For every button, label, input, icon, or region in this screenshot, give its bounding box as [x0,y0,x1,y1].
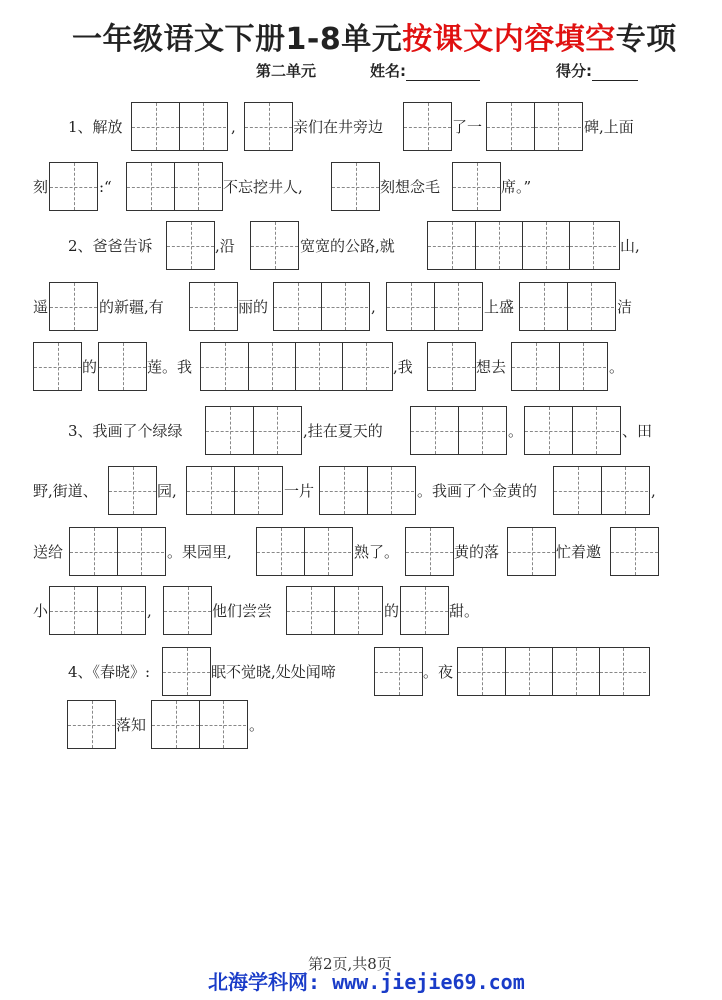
question-line [0,647,722,697]
tianzige-cell[interactable] [295,343,342,390]
tianzige-cell[interactable] [132,103,179,150]
title-part-3: 专项 [615,22,677,57]
tianzige-cell[interactable] [320,467,367,514]
tianzige-cell[interactable] [534,103,581,150]
tianzige-cell[interactable] [599,648,646,695]
question-text: 莲。我 [147,358,193,376]
question-text: 他们尝尝 [212,602,273,620]
tianzige-cell[interactable] [251,222,298,269]
tianzige-cell[interactable] [458,648,505,695]
question-line [0,102,722,152]
site-watermark: 北海学科网: www.jiejie69.com [208,970,525,994]
tianzige-answer-box[interactable] [163,586,212,635]
tianzige-cell[interactable] [601,467,648,514]
question-text: :“ [99,178,112,196]
question-text: 。果园里, [167,543,232,561]
tianzige-cell[interactable] [304,528,351,575]
tianzige-cell[interactable] [404,103,451,150]
question-text: 一片 [284,482,315,500]
tianzige-cell[interactable] [611,528,658,575]
tianzige-answer-box[interactable] [319,466,416,515]
tianzige-answer-box[interactable] [256,527,353,576]
question-line [0,466,722,516]
tianzige-answer-box[interactable] [250,221,299,270]
tianzige-cell[interactable] [253,407,300,454]
question-text: 想去 [476,358,507,376]
question-line [0,527,722,577]
question-text: 熟了。 [354,543,400,561]
tianzige-answer-box[interactable] [131,102,228,151]
tianzige-answer-box[interactable] [405,527,454,576]
question-text: 甜。 [449,602,480,620]
tianzige-cell[interactable] [287,587,334,634]
question-text: 的 [82,358,98,376]
question-text: ,沿 [215,237,235,255]
tianzige-answer-box[interactable] [33,342,82,391]
tianzige-answer-box[interactable] [69,527,166,576]
tianzige-cell[interactable] [99,343,146,390]
question-text: 4、《春晓》: [68,663,151,681]
tianzige-answer-box[interactable] [511,342,608,391]
question-text: 刻 [33,178,49,196]
tianzige-answer-box[interactable] [286,586,383,635]
tianzige-cell[interactable] [248,343,295,390]
tianzige-cell[interactable] [428,343,475,390]
tianzige-answer-box[interactable] [553,466,650,515]
tianzige-answer-box[interactable] [519,282,616,331]
tianzige-cell[interactable] [458,407,505,454]
tianzige-answer-box[interactable] [524,406,621,455]
question-text: 2、爸爸告诉 [68,237,153,255]
tianzige-cell[interactable] [274,283,321,330]
question-line [0,406,722,456]
tianzige-cell[interactable] [257,528,304,575]
question-text: 上盛 [484,298,515,316]
tianzige-cell[interactable] [190,283,237,330]
question-text: 洁 [617,298,633,316]
tianzige-cell[interactable] [206,407,253,454]
question-text: 小 [33,602,49,620]
tianzige-answer-box[interactable] [610,527,659,576]
tianzige-cell[interactable] [152,701,199,748]
question-text: 。我画了个金黄的 [417,482,538,500]
tianzige-cell[interactable] [367,467,414,514]
question-text: 宽宽的公路,就 [300,237,395,255]
tianzige-answer-box[interactable] [331,162,380,211]
tianzige-cell[interactable] [127,163,174,210]
tianzige-cell[interactable] [522,222,569,269]
question-line [0,282,722,332]
tianzige-answer-box[interactable] [400,586,449,635]
tianzige-answer-box[interactable] [162,647,211,696]
tianzige-answer-box[interactable] [49,586,146,635]
tianzige-answer-box[interactable] [67,700,116,749]
question-text: 。 [249,716,265,734]
tianzige-cell[interactable] [321,283,368,330]
question-line [0,700,722,750]
question-line [0,586,722,636]
question-text: 的新疆,有 [99,298,164,316]
tianzige-answer-box[interactable] [374,647,423,696]
tianzige-answer-box[interactable] [189,282,238,331]
question-text: 。 [508,422,524,440]
question-text: 。 [609,358,625,376]
tianzige-cell[interactable] [552,648,599,695]
tianzige-cell[interactable] [164,587,211,634]
tianzige-answer-box[interactable] [244,102,293,151]
question-text: , [231,118,236,136]
tianzige-answer-box[interactable] [126,162,223,211]
tianzige-cell[interactable] [401,587,448,634]
tianzige-cell[interactable] [174,163,221,210]
question-text: 野,街道、 [33,482,98,500]
tianzige-answer-box[interactable] [49,282,98,331]
tianzige-cell[interactable] [572,407,619,454]
tianzige-cell[interactable] [554,467,601,514]
tianzige-answer-box[interactable] [403,102,452,151]
tianzige-cell[interactable] [245,103,292,150]
title-part-1: 一年级语文下册1-8单元 [72,22,403,57]
tianzige-cell[interactable] [508,528,555,575]
tianzige-cell[interactable] [434,283,481,330]
question-text: 落知 [116,716,147,734]
question-text: 不忘挖井人, [223,178,303,196]
tianzige-cell[interactable] [453,163,500,210]
tianzige-answer-box[interactable] [273,282,370,331]
tianzige-cell[interactable] [50,283,97,330]
tianzige-cell[interactable] [342,343,389,390]
tianzige-answer-box[interactable] [427,221,620,270]
tianzige-cell[interactable] [50,163,97,210]
tianzige-cell[interactable] [406,528,453,575]
tianzige-answer-box[interactable] [457,647,650,696]
page-number: 第2页,共8页 [308,955,392,973]
tianzige-cell[interactable] [167,222,214,269]
score-label: 得分: [556,62,592,80]
tianzige-cell[interactable] [187,467,234,514]
tianzige-answer-box[interactable] [205,406,302,455]
question-text: 园, [157,482,177,500]
tianzige-cell[interactable] [117,528,164,575]
question-text: 刻想念毛 [380,178,441,196]
tianzige-cell[interactable] [569,222,616,269]
tianzige-cell[interactable] [34,343,81,390]
tianzige-answer-box[interactable] [427,342,476,391]
tianzige-answer-box[interactable] [507,527,556,576]
tianzige-cell[interactable] [567,283,614,330]
tianzige-cell[interactable] [512,343,559,390]
tianzige-cell[interactable] [334,587,381,634]
name-label: 姓名: [370,62,406,80]
question-text: 丽的 [238,298,269,316]
question-line [0,221,722,271]
question-text: , [371,298,376,316]
tianzige-cell[interactable] [68,701,115,748]
tianzige-cell[interactable] [163,648,210,695]
question-text: 送给 [33,543,64,561]
tianzige-answer-box[interactable] [98,342,147,391]
unit-label: 第二单元 [256,62,317,80]
question-text: 的 [384,602,400,620]
name-field[interactable] [370,60,480,81]
tianzige-cell[interactable] [201,343,248,390]
question-text: 亲们在井旁边 [293,118,384,136]
question-text: 眠不觉晓,处处闻啼 [211,663,336,681]
tianzige-cell[interactable] [179,103,226,150]
tianzige-cell[interactable] [109,467,156,514]
tianzige-cell[interactable] [70,528,117,575]
tianzige-cell[interactable] [411,407,458,454]
tianzige-answer-box[interactable] [452,162,501,211]
question-text: 碑,上面 [584,118,634,136]
tianzige-cell[interactable] [332,163,379,210]
tianzige-answer-box[interactable] [486,102,583,151]
tianzige-answer-box[interactable] [108,466,157,515]
tianzige-cell[interactable] [234,467,281,514]
tianzige-cell[interactable] [387,283,434,330]
tianzige-cell[interactable] [97,587,144,634]
tianzige-answer-box[interactable] [386,282,483,331]
question-text: 忙着邀 [556,543,602,561]
tianzige-answer-box[interactable] [410,406,507,455]
question-text: ,我 [393,358,413,376]
tianzige-answer-box[interactable] [166,221,215,270]
question-text: 黄的落 [454,543,500,561]
question-text: 。夜 [423,663,454,681]
tianzige-cell[interactable] [520,283,567,330]
tianzige-answer-box[interactable] [151,700,248,749]
question-text: 山, [620,237,640,255]
tianzige-cell[interactable] [375,648,422,695]
question-text: 席。” [501,178,532,196]
question-text: 、田 [622,422,653,440]
tianzige-answer-box[interactable] [49,162,98,211]
tianzige-cell[interactable] [505,648,552,695]
score-blank[interactable] [592,64,638,81]
question-text: 了一 [452,118,483,136]
score-field[interactable] [556,60,638,81]
tianzige-cell[interactable] [487,103,534,150]
tianzige-answer-box[interactable] [200,342,393,391]
title-part-2: 按课文内容填空 [402,22,616,57]
question-line [0,162,722,212]
tianzige-answer-box[interactable] [186,466,283,515]
name-blank[interactable] [406,64,480,81]
question-text: , [651,482,656,500]
question-text: 3、我画了个绿绿 [68,422,183,440]
tianzige-cell[interactable] [50,587,97,634]
question-text: 1、解放 [68,118,123,136]
page-title [72,14,712,58]
question-text: 遥 [33,298,49,316]
tianzige-cell[interactable] [525,407,572,454]
tianzige-cell[interactable] [428,222,475,269]
question-text: , [147,602,152,620]
tianzige-cell[interactable] [475,222,522,269]
question-text: ,挂在夏天的 [303,422,383,440]
question-line [0,342,722,392]
tianzige-cell[interactable] [199,701,246,748]
tianzige-cell[interactable] [559,343,606,390]
